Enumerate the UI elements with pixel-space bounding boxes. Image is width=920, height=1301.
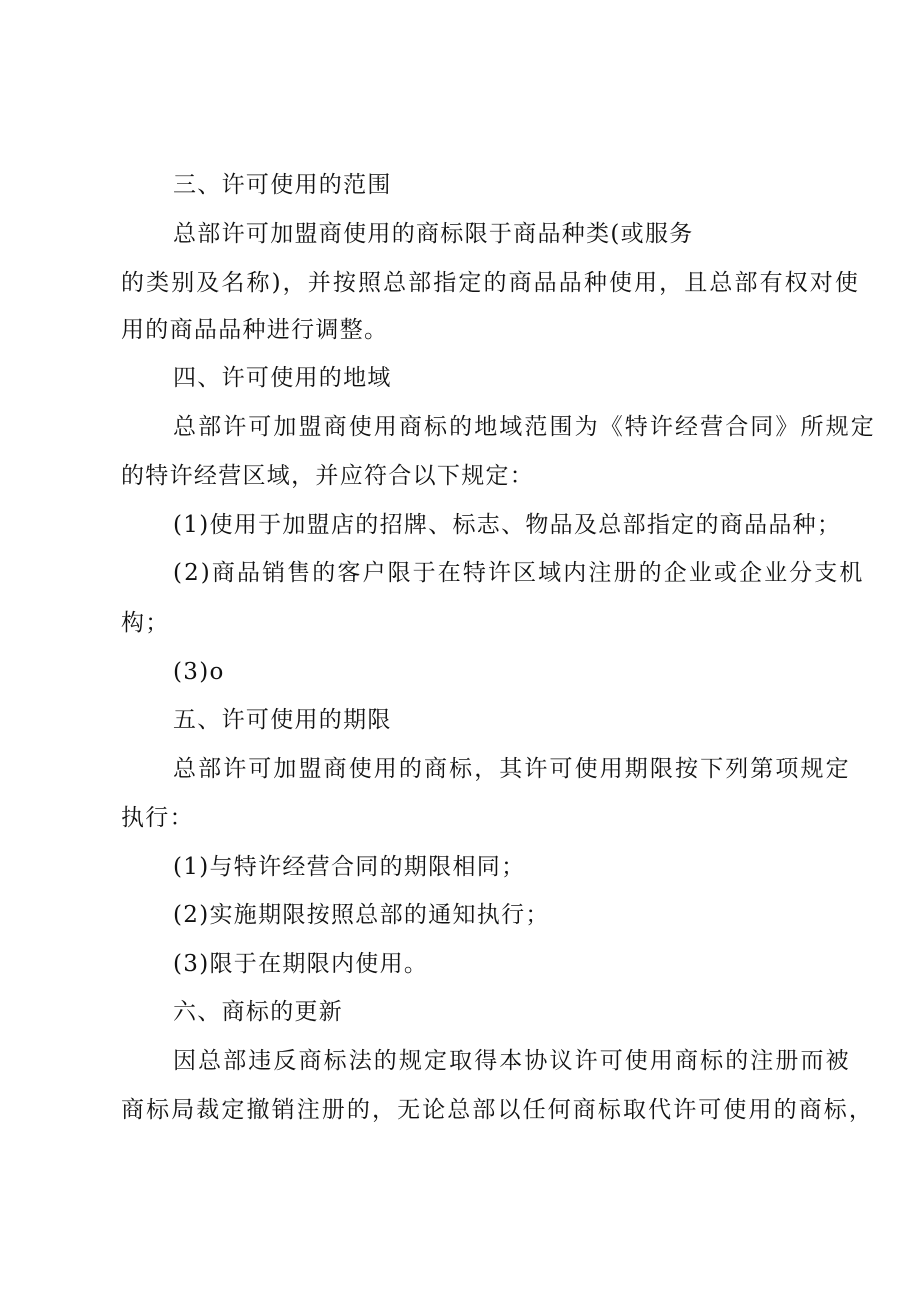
paragraph-line: 总部许可加盟商使用商标的地域范围为《特许经营合同》所规定: [173, 414, 876, 440]
paragraph-line: 构；: [121, 610, 170, 636]
list-item: (3)o: [173, 659, 225, 685]
list-item: (2)商品销售的客户限于在特许区域内注册的企业或企业分支机: [173, 560, 865, 586]
heading-term: 五、许可使用的期限: [173, 707, 392, 733]
paragraph-line: 总部许可加盟商使用的商标，其许可使用期限按下列第项规定: [173, 756, 851, 782]
paragraph-line: 商标局裁定撤销注册的，无论总部以任何商标取代许可使用的商标，: [121, 1097, 874, 1123]
paragraph-line: 的特许经营区域，并应符合以下规定：: [121, 463, 535, 489]
paragraph-line: 因总部违反商标法的规定取得本协议许可使用商标的注册而被: [173, 1048, 851, 1074]
heading-scope: 三、许可使用的范围: [173, 172, 392, 198]
paragraph-line: 用的商品品种进行调整。: [121, 317, 389, 343]
list-item: (1)使用于加盟店的招牌、标志、物品及总部指定的商品品种；: [173, 512, 842, 538]
heading-region: 四、许可使用的地域: [173, 365, 392, 391]
list-item: (1)与特许经营合同的期限相同；: [173, 854, 526, 880]
paragraph-line: 执行：: [121, 805, 194, 831]
list-item: (2)实施期限按照总部的通知执行；: [173, 902, 550, 928]
paragraph-line: 总部许可加盟商使用的商标限于商品种类(或服务: [173, 221, 694, 247]
heading-renewal: 六、商标的更新: [173, 999, 344, 1025]
list-item: (3)限于在期限内使用。: [173, 951, 429, 977]
paragraph-line: 的类别及名称)，并按照总部指定的商品品种使用，且总部有权对使: [121, 270, 860, 296]
